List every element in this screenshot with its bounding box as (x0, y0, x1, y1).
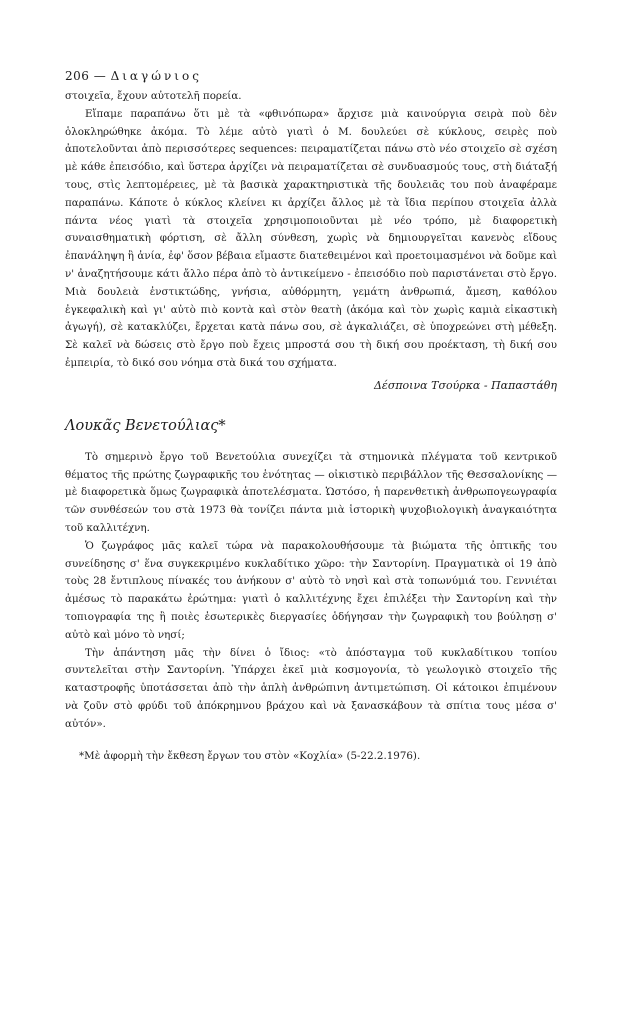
paragraph-continuation: στοιχεῖα, ἔχουν αὐτοτελῆ πορεία. (65, 90, 242, 102)
article-title: Λουκᾶς Βενετούλιας* (65, 417, 226, 434)
review-1 (65, 88, 557, 395)
footnote: *Μὲ ἀφορμὴ τὴν ἔκθεση ἔργων του στὸν «Κοχλία» (5-22.2.1976). (79, 749, 421, 762)
page-number: 206 (65, 69, 90, 83)
author-signature: Δέσποινα Τσούρκα - Παπαστάθη (373, 378, 557, 392)
paragraph: Εἴπαμε παραπάνω ὅτι μὲ τὰ «φθινόπωρα» ἄρχισε μιὰ καινούργια σειρὰ ποὺ δὲν ὁλοκληρώθηκε ἀκόμα. Τὸ λέμε αὐτὸ γιατὶ ὁ Μ. δουλεύει σὲ κύκλους, σειρὲς ποὺ ἀποτελοῦνται ἀπὸ περισσότερες sequences: πειραματίζεται πάνω στὸ νέο στοιχεῖο σὲ σχέση μὲ κάθε ἐπεισόδιο, καὶ ὕστερα ἀρχίζει νὰ πειραματίζεται σὲ συνδυασμούς τους, στὴ διάταξή τους, στὶς λεπτομέρειες, μὲ τὰ βασικὰ χαρακτηριστικὰ τῆς δουλειᾶς του ποὺ ἀναφέραμε παραπάνω. Κάποτε ὁ κύκλος κλείνει κι ἀρχίζει ἄλλος μὲ τὰ ἴδια περίπου στοιχεῖα ἀλλὰ πάντα νέος γιατὶ τὰ στοιχεῖα χρησιμοποιοῦνται μὲ νέο τρόπο, μὲ διαφορετικὴ συναισθηματικὴ φόρτιση, σὲ ἄλλη σύνθεση, χωρὶς νὰ δημιουργεῖται κανενὸς εἴδους ἐπανάληψη ἢ ἀνία, ἐφ' ὅσον βέβαια εἴμαστε διατεθειμένοι καὶ προετοιμασμένοι νὰ δοῦμε καὶ ν' ἀναζητήσουμε κάτι ἄλλο πέρα ἀπὸ τὸ ἀντικείμενο - ἐπεισόδιο ποὺ παριστάνεται στὸ ἔργο. Μιὰ δουλειὰ ἐνστικτώδης, γνήσια, αὐθόρμητη, γεμάτη ἀνθρωπιά, ἄμεση, καθόλου ἐγκεφαλικὴ καὶ γι' αὐτὸ πιὸ κοντὰ καὶ στὸν θεατὴ (ἀκόμα καὶ τὸν χωρὶς καμιὰ εἰκαστικὴ ἀγωγή), σὲ κατακλύζει, ἔρχεται κατὰ πάνω σου, σὲ ἀγκαλιάζει, σὲ ὑποχρεώνει στὴ μέθεξη. Σὲ καλεῖ νὰ δώσεις στὸ ἔργο ποὺ ἔχεις μπροστά σου τὴ δική σου προέκταση, τὴ δική σου ἐμπειρία, τὸ δικό σου νόημα στὰ δικά του σχήματα. (65, 107, 557, 369)
paragraph: Ὁ ζωγράφος μᾶς καλεῖ τώρα νὰ παρακολουθήσουμε τὰ βιώματα τῆς ὀπτικῆς του συνείδησης σ' ἕνα συγκεκριμένο κυκλαδίτικο χῶρο: τὴν Σαντορίνη. Πραγματικὰ οἱ 19 ἀπὸ τοὺς 28 ἔντιπλους πίνακές του ἀνήκουν σ' αὐτὸ τὸ νησὶ καὶ στὰ τοπωνύμιά του. Γεννιέται ἀμέσως τὸ παρακάτω ἐρώτημα: γιατὶ ὁ καλλιτέχνης ἔχει ἐπιλέξει τὴν Σαντορίνη καὶ τὴν τοπιογραφία της ἢ ποιὲς ἐσωτερικὲς διεργασίες ὁδήγησαν τὴν ζωγραφικὴ του βούλησῃ σ' αὐτὸ καὶ μόνο τὸ νησί; (65, 539, 557, 641)
paragraph: Τὴν ἀπάντηση μᾶς τὴν δίνει ὁ ἴδιος: «τὸ ἀπόσταγμα τοῦ κυκλαδίτικου τοπίου συντελεῖται στὴν Σαντορίνη. Ὑπάρχει ἐκεῖ μιὰ κοσμογονία, τὸ γεωλογικὸ στοιχεῖο τῆς καταστροφῆς ὑποτάσσεται ἀπὸ τὴν ἁπλὴ ἀνθρώπινη ἀντιμετώπιση. Οἱ κάτοικοι ἐπιμένουν νὰ ζοῦν στὸ φρύδι τοῦ ἀπόκρημνου βράχου καὶ νὰ ξανασκάβουν τὰ σπίτια τους μέσα σ' αὐτόν». (65, 646, 557, 730)
review-2 (65, 417, 557, 765)
header-dash: — (93, 69, 107, 83)
book-page (65, 64, 557, 765)
paragraph: Τὸ σημερινὸ ἔργο τοῦ Βενετούλια συνεχίζει τὰ στημονικὰ πλέγματα τοῦ κεντρικοῦ θέματος τῆς πρώτης ζωγραφικῆς του ἑνότητας — οἰκιστικὸ περιβάλλον τῆς Θεσσαλονίκης — μὲ διαφορετικὰ ὅμως ζωγραφικὰ ἀποτελέσματα. Ὡστόσο, ἡ παρενθετικὴ ἀνθρωπογεωγραφία τῶν συνθέσεών του στὰ 1973 θὰ τονίζει πάντα μιὰ ἱστορικὴ ψυχοβιολογικὴ ἀναγκαιότητα τοῦ καλλιτέχνη. (65, 450, 557, 534)
running-header (65, 64, 557, 88)
running-title: Διαγώνιος (110, 69, 202, 83)
